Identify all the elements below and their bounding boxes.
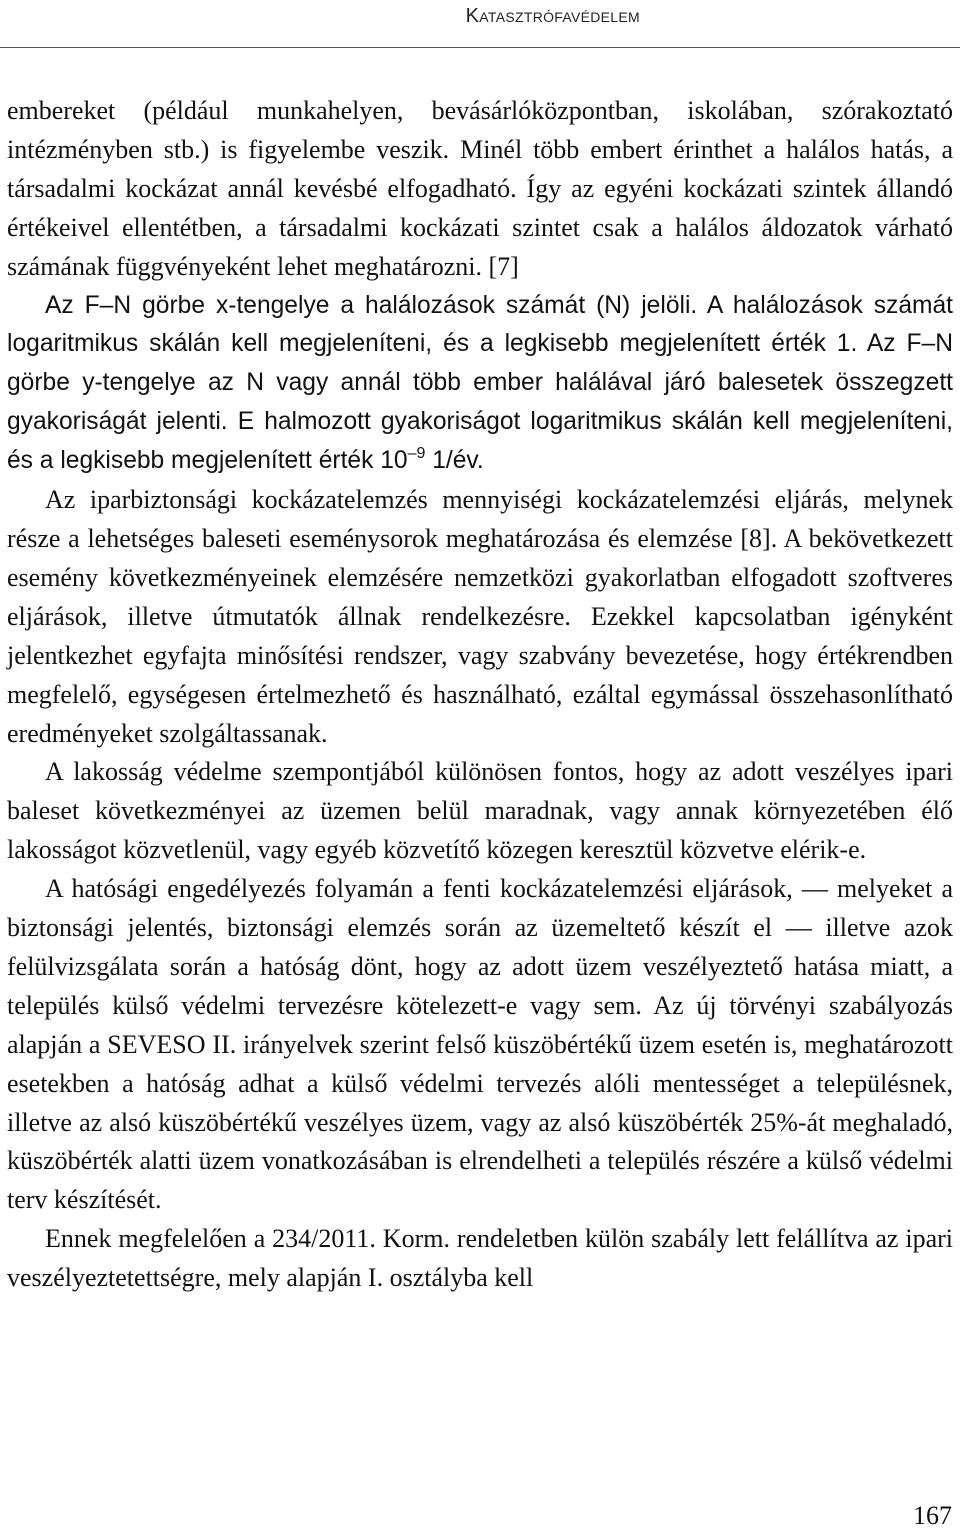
paragraph-population-protection: A lakosság védelme szempontjából különösen fontos, hogy az adott veszélyes ipari baleset következményei az üzemen belül maradnak, vagy annak környezetében élő lakosságot közvetlenül, vagy egyéb közvetítő közegen keresztül közvetve elérik-e. [7,757,953,865]
paragraph-government-decree: Ennek megfelelően a 234/2011. Korm. rendeletben külön szabály lett felállítva az ipari veszélyeztetettségre, mely alapján I. osztályba kell [7,1224,953,1293]
running-title: Katasztrófavédelem [465,5,640,27]
paragraph-fn-curve [7,287,953,482]
body-text [7,92,953,1298]
paragraph-risk-analysis: Az iparbiztonsági kockázatelemzés mennyiségi kockázatelemzési eljárás, melynek része a lehetséges baleseti eseménysorok meghatározása és elemzése [8]. A bekövetkezett esemény következményeinek elemzésére nemzetközi gyakorlatban elfogadott szoftveres eljárások, illetve útmutatók állnak rendelkezésre. Ezekkel kapcsolatban igényként jelentkezhet egyfajta minősítési rendszer, vagy szabvány bevezetése, hogy értékrendben megfelelő, egységesen értelmezhető és használható, ezáltal egymással összehasonlítható eredményeket szolgáltassanak. [7,485,953,748]
paragraph-continuation: embereket (például munkahelyen, bevásárlóközpontban, iskolában, szórakoztató intézményben stb.) is figyelembe veszik. Minél több embert érinthet a halálos hatás, a társadalmi kockázat annál kevésbé elfogadható. Így az egyéni kockázati szintek állandó értékeivel ellentétben, a társadalmi kockázati szintet csak a halálos áldozatok várható számának függvényeként lehet meghatározni. [7] [7,96,953,281]
frequency-unit: 1/év. [425,447,484,475]
running-header [0,0,960,48]
paragraph-authority-licensing: A hatósági engedélyezés folyamán a fenti kockázatelemzési eljárások, ― melyeket a biztonsági jelentés, biztonsági elemzés során az üzemeltető készít el ― illetve azok felülvizsgálata során a hatóság dönt, hogy az adott üzem veszélyeztető hatása miatt, a település külső védelmi tervezésre kötelezett-e vagy sem. Az új törvényi szabályozás alapján a SEVESO II. irányelvek szerint felső küszöbértékű üzem esetén is, meghatározott esetekben a hatóság adhat a külső védelmi tervezés alóli mentességet a településnek, illetve az alsó küszöbértékű veszélyes üzem, vagy az alsó küszöbérték 25%-át meghaladó, küszöbérték alatti üzem vonatkozásában is elrendelheti a település részére a külső védelmi terv készítését. [7,874,953,1215]
fn-curve-text: Az F–N görbe x-tengelye a halálozások számát (N) jelöli. A halálozások számát logaritmikus skálán kell megjeleníteni, és a legkisebb megjelenített érték 1. Az F–N görbe y-tengelye az N vagy annál több ember halálával járó balesetek összegzett gyakoriságát jelenti. E halmozott gyakoriságot logaritmikus skálán kell megjeleníteni, és a legkisebb megjelenített érték 10 [7,291,953,475]
page-number: 167 [913,1501,952,1530]
exponent-superscript: –9 [407,445,426,463]
